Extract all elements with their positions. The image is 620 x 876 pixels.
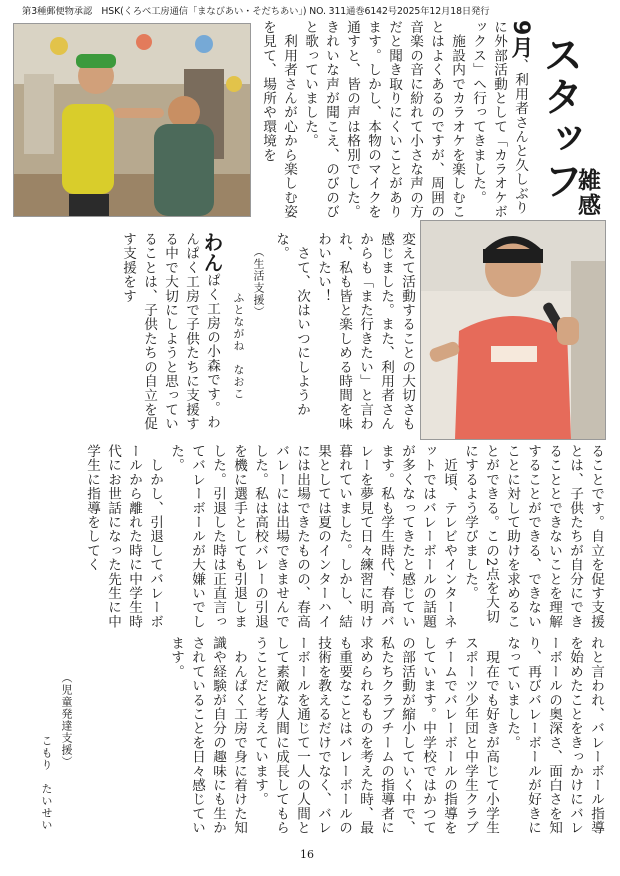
boy-microphone-photo xyxy=(420,220,606,440)
section-title: スタッフ xyxy=(537,34,583,202)
article1-role: （生活支援） xyxy=(252,246,265,318)
section-subtitle: 雑感 xyxy=(574,168,600,218)
page-header: 第3種郵便物承認 HSK(くろべ工房通信「まなびあい・そだちあい」) NO. 311通巻6142号2025年12月18日発行 xyxy=(22,6,490,17)
article2-author: こもり たいせい xyxy=(40,735,53,831)
article1-lead: 9月 xyxy=(508,20,533,59)
article2-body-bottom: ることです。自立を促す支援とは、子供たちが自分にできることとできないことを理解することができる、できないことに対して助けを求めることができる。この2点を大切にするよう学びました。 近頃、テレビやインターネットではバレーボールの話題が多くなってきたと感じています。私も学生時代、春高バレーを夢見て日々練習に明け暮れていました。しかし、結果としては夏のインターハイには出場できたものの、春高バレーには出場できませんでした。私は高校バレーの引退を機に選手としても引退しました。引退した時は正直言ってバレーボールが大嫌いでした。 しかし、引退してバレーボールから離れた時に中学生時代にお世話になった先生に中学生に指導をしてく xyxy=(84,444,604,629)
article2-body-top: わんぱく工房の小森です。わんぱく工房で子供たちに支援する中で大切にしようと思っていることは、子供たちの自立を促す支援をす xyxy=(120,232,224,431)
article2-role: （児童発達支援） xyxy=(60,672,73,768)
karaoke-photo xyxy=(13,23,251,217)
page-number: 16 xyxy=(300,848,314,861)
article2-lead: わん xyxy=(200,232,224,274)
article1-body-mid: 変えて活動することの大切さも感じました。また、利用者さんからも「また行きたい」と言われ、私も皆と楽しめる時間を味わいたい！ さて、次はいつにしようかな。 xyxy=(273,232,415,431)
article1-author: ふとながね なおこ xyxy=(232,292,245,400)
article1-body-top: 9月、利用者さんと久しぶりに外部活動として「カラオケボックス」へ行ってきました。 施設内でカラオケを楽しむことはよくあるのですが、周囲の音楽の音に紛れて小さな声の方だと聞き取りにくいことがあります。しかし、本物のマイクを通すと、皆の声は格別でした。きれいな声が聞こえ、のびのびと歌っていました。 利用者さんが心から楽しむ姿を見て、場所や環境を xyxy=(260,20,533,219)
article2-body-bottom2: れと言われ、バレーボール指導を始めたことをきっかけにバレーボールの奥深さ、面白さを知り、再びバレーボールが好きになっていました。 現在でも好きが高じて小学生スポーツ少年団と中学生クラブチームでバレーボールの指導をしています。中学校ではかつての部活動が縮小していく中で、私たちクラブチームの指導者に求められるものを考えた時、最も重要なことはバレーボールの技術を教えるだけでなく、バレーボールを通じて一人の人間として素敵な人間に成長してもらうことだと考えています。 わんぱく工房で身に着けた知識や経験が自分の趣味にも生かされていることを日々感じています。 xyxy=(168,636,604,835)
